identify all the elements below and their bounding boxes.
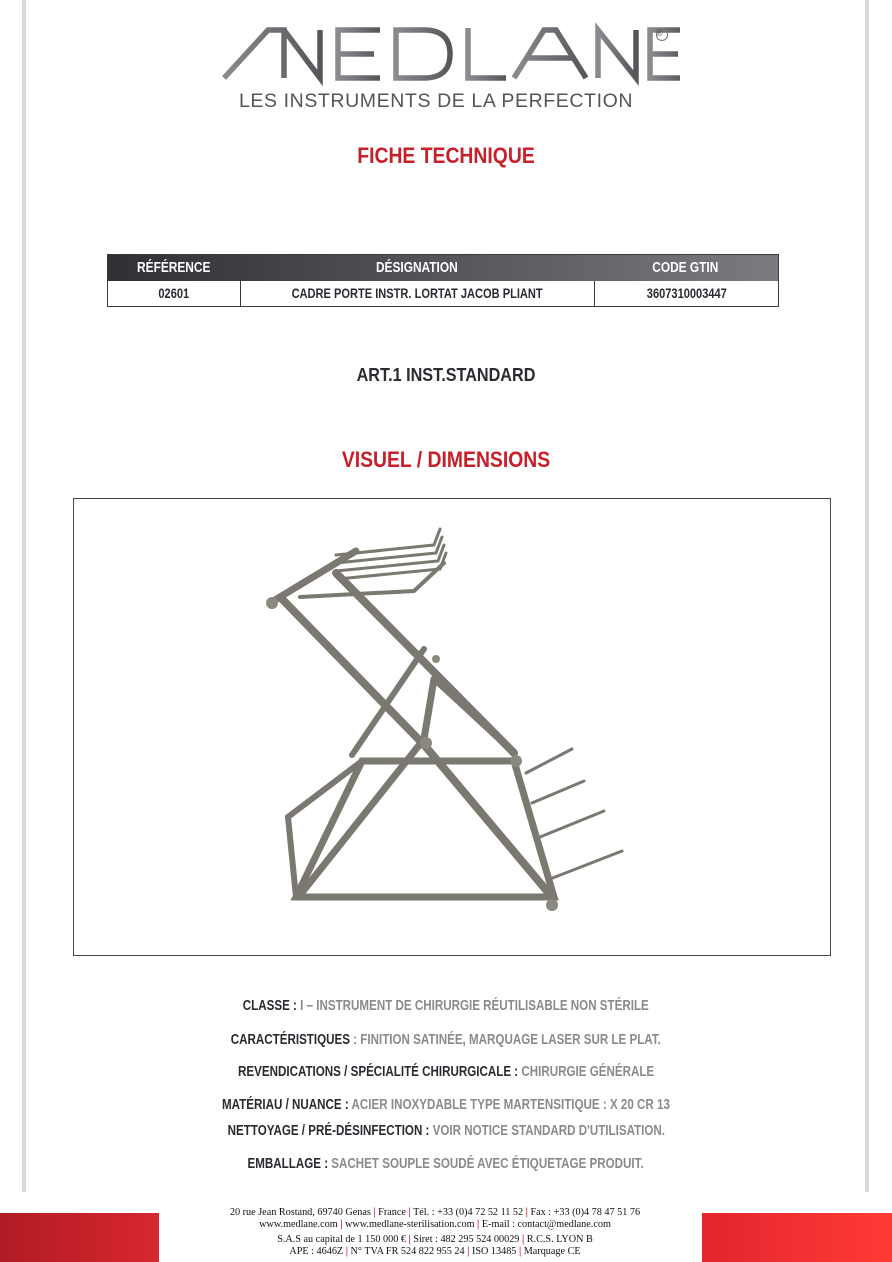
spec-nettoyage [0,1123,892,1139]
footer-web: www.medlane.com | www.medlane-sterilisation.com | E-mail : contact@medlane.com [259,1219,611,1230]
product-image-frame [73,498,831,956]
spec-value: CHIRURGIE GÉNÉRALE [521,1064,655,1080]
table-header-row [108,255,778,281]
spec-label: NETTOYAGE / PRÉ-DÉSINFECTION : [227,1123,433,1139]
footer-accent-right [702,1213,892,1262]
header-designation: DÉSIGNATION [376,260,458,276]
spec-label: EMBALLAGE : [247,1156,332,1172]
footer-address: 20 rue Jean Rostand, 69740 Genas | France | Tél. : +33 (0)4 72 52 11 52 | Fax : +33 (0)4 78 47 51 76 [229,1207,641,1218]
cell-gtin: 3607310003447 [594,281,778,306]
header-gtin: CODE GTIN [652,260,719,276]
spec-value: VOIR NOTICE STANDARD D'UTILISATION. [432,1123,665,1139]
footer-company: S.A.S au capital de 1 150 000 € | Siret : 482 295 524 00029 | R.C.S. LYON B [277,1234,593,1245]
header-reference: RÉFÉRENCE [137,260,211,276]
spec-emballage [0,1156,892,1172]
reference-table [107,254,779,307]
spec-label: CLASSE : [242,998,301,1014]
footer-accent-left [0,1213,159,1262]
article-label: ART.1 INST.STANDARD [356,365,536,385]
brand-tagline: LES INSTRUMENTS DE LA PERFECTION [238,90,634,112]
spec-value: ACIER INOXYDABLE TYPE MARTENSITIQUE : X 20 CR 13 [351,1097,670,1113]
spec-value: I – INSTRUMENT DE CHIRURGIE RÉUTILISABLE NON STÉRILE [300,998,650,1014]
visual-heading: VISUEL / DIMENSIONS [341,447,551,472]
spec-classe [0,998,892,1014]
spec-caracteristiques [0,1032,892,1048]
website-link-sterilisation[interactable]: www.medlane-sterilisation.com [345,1219,475,1230]
spec-value: SACHET SOUPLE SOUDÉ AVEC ÉTIQUETAGE PRODUIT. [331,1156,645,1172]
registered-mark: ® [656,28,663,38]
footer-legal: APE : 4646Z | N° TVA FR 524 822 955 24 | ISO 13485 | Marquage CE [289,1246,581,1257]
spec-materiau [0,1097,892,1113]
cell-reference: 02601 [158,286,190,301]
page-title: FICHE TECHNIQUE [357,143,535,168]
website-link[interactable]: www.medlane.com [259,1219,338,1230]
spec-revendications [0,1064,892,1080]
email-link[interactable]: E-mail : contact@medlane.com [481,1219,611,1230]
folding-instrument-frame-illustration [74,499,830,955]
spec-label: CARACTÉRISTIQUES [230,1032,351,1048]
spec-label: MATÉRIAU / NUANCE : [222,1097,352,1113]
spec-value: : FINITION SATINÉE, MARQUAGE LASER SUR LE PLAT. [350,1032,662,1048]
table-row [108,281,778,306]
spec-label: REVENDICATIONS / SPÉCIALITÉ CHIRURGICALE : [237,1064,522,1080]
cell-designation: CADRE PORTE INSTR. LORTAT JACOB PLIANT [240,281,594,306]
